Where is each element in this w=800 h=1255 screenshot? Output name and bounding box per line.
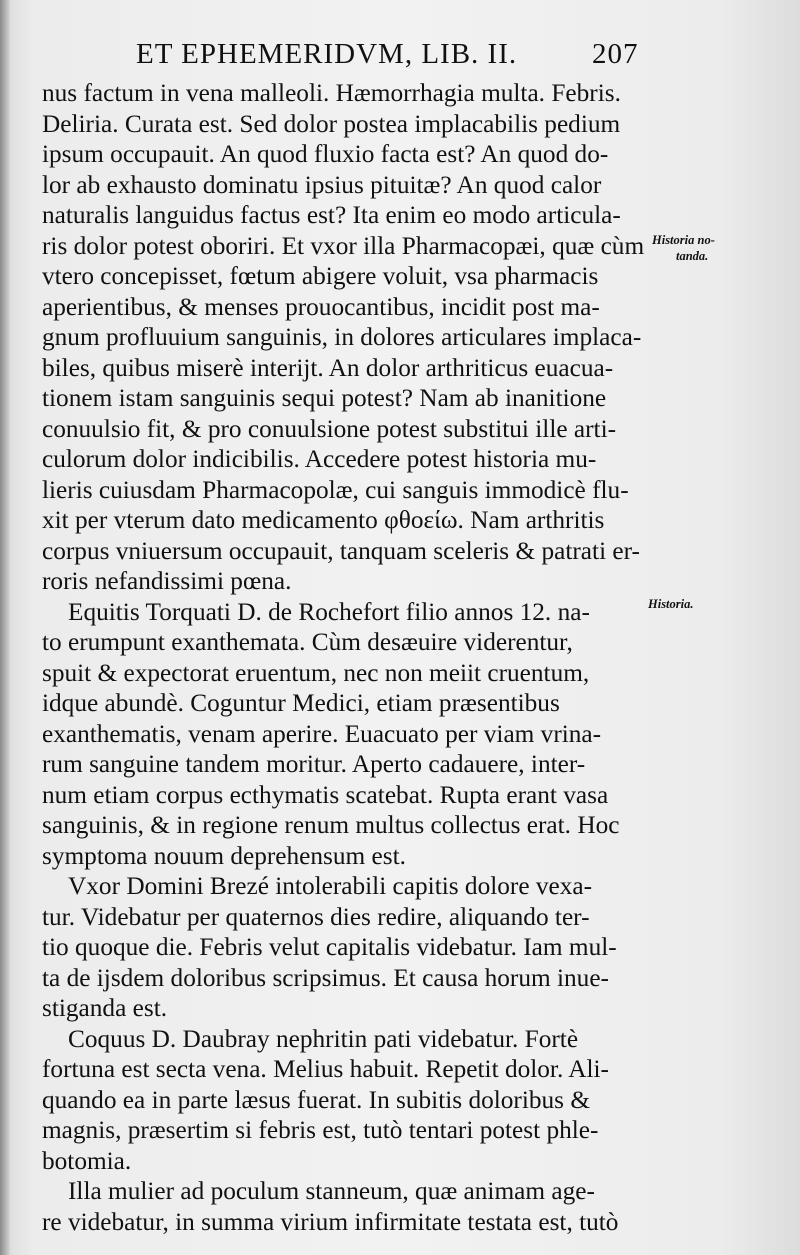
text-line: biles, quibus miserè interijt. An dolor arthriticus euacua- [42, 353, 614, 382]
text-line: culorum dolor indicibilis. Accedere potest historia mu- [42, 445, 597, 473]
text-line: ipsum occupauit. An quod fluxio facta est? An quod do- [42, 140, 609, 168]
text-line: naturalis languidus factus est? Ita enim eo modo articula- [42, 201, 621, 229]
text-line: lor ab exhausto dominatu ipsius pituitæ? An quod calor [42, 170, 602, 199]
text-line: lieris cuiusdam Pharmacopolæ, cui sanguis immodicè flu- [42, 475, 629, 504]
text-line: vtero concepisset, fœtum abigere voluit, vsa pharmacis [42, 262, 599, 290]
text-line: num etiam corpus ecthymatis scatebat. Rupta erant vasa [42, 780, 609, 809]
text-line: tio quoque die. Febris velut capitalis videbatur. Iam mul- [42, 933, 617, 961]
text-line: idque abundè. Coguntur Medici, etiam præsentibus [42, 689, 560, 717]
text-line: xit per vterum dato medicamento φθοείω. Nam arthritis [42, 506, 605, 534]
margin-note-historia-notanda-cont: tanda. [676, 249, 709, 263]
text-line: ris dolor potest oboriri. Et vxor illa Pharmacopæi, quæ cùm [42, 231, 645, 260]
text-line: fortuna est secta vena. Melius habuit. Repetit dolor. Ali- [42, 1055, 609, 1083]
text-line: ta de ijsdem doloribus scripsimus. Et causa horum inue- [42, 963, 609, 992]
paragraph-start-line: Illa mulier ad poculum stanneum, quæ animam age- [68, 1177, 595, 1205]
text-line: spuit & expectorat eruentum, nec non meiit cruentum, [42, 658, 590, 687]
text-line: nus factum in vena malleoli. Hæmorrhagia multa. Febris. [42, 79, 621, 107]
margin-note-historia-notanda: Historia no- [652, 233, 715, 247]
text-line: sanguinis, & in regione renum multus collectus erat. Hoc [42, 811, 620, 839]
text-line: symptoma nouum deprehensum est. [42, 841, 406, 870]
text-line: rum sanguine tandem moritur. Aperto cadauere, inter- [42, 750, 586, 778]
paragraph-start-line: Vxor Domini Brezé intolerabili capitis dolore vexa- [68, 872, 593, 900]
text-line: roris nefandissimi pœna. [42, 567, 292, 595]
text-line: botomia. [42, 1146, 132, 1175]
text-line: aperientibus, & menses prouocantibus, incidit post ma- [42, 292, 600, 321]
margin-note-historia: Historia. [648, 597, 694, 611]
running-title: ET EPHEMERIDVM, LIB. II. [136, 38, 518, 70]
text-line: quando ea in parte læsus fuerat. In subitis doloribus & [42, 1085, 591, 1114]
page-gutter-shadow [0, 0, 10, 1255]
text-line: Deliria. Curata est. Sed dolor postea implacabilis pedium [42, 109, 621, 138]
paragraph-start-line: Equitis Torquati D. de Rochefort filio annos 12. na- [68, 597, 590, 626]
text-line: gnum profluuium sanguinis, in dolores articulares implaca- [42, 323, 642, 351]
paragraph-start-line: Coquus D. Daubray nephritin pati videbatur. Fortè [68, 1024, 579, 1053]
text-line: corpus vniuersum occupauit, tanquam sceleris & patrati er- [42, 536, 640, 565]
text-line: tur. Videbatur per quaternos dies redire, aliquando ter- [42, 902, 590, 931]
text-line: conuulsio fit, & pro conuulsione potest substitui ille arti- [42, 414, 617, 443]
text-line: stiganda est. [42, 994, 168, 1022]
text-line: to erumpunt exanthemata. Cùm desæuire viderentur, [42, 628, 573, 656]
running-header [0, 36, 800, 76]
page-body-text [42, 78, 652, 1237]
text-line: re videbatur, in summa virium infirmitate testata est, tutò [42, 1207, 619, 1236]
page-number: 207 [592, 38, 639, 70]
text-line: magnis, præsertim si febris est, tutò tentari potest phle- [42, 1116, 599, 1144]
text-line: exanthematis, venam aperire. Euacuato per viam vrina- [42, 719, 602, 748]
text-line: tionem istam sanguinis sequi potest? Nam ab inanitione [42, 384, 607, 412]
